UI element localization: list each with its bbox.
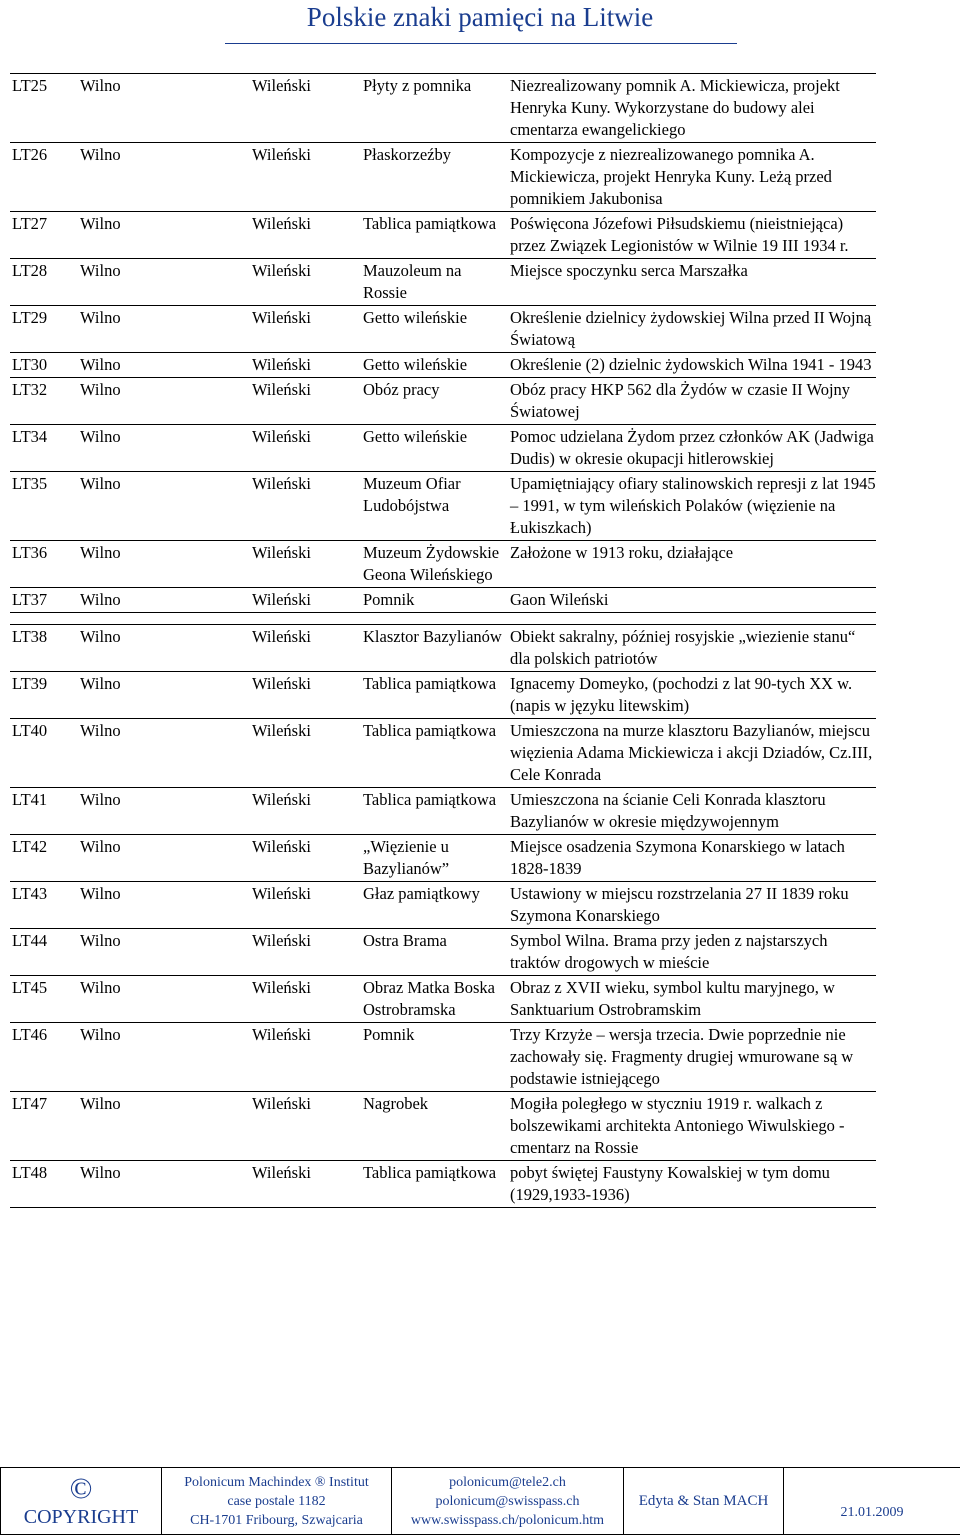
row-region: Wileński — [252, 674, 311, 693]
table-row — [10, 306, 876, 353]
copyright-label: COPYRIGHT — [23, 1506, 139, 1528]
row-city: Wilno — [80, 145, 121, 164]
row-region: Wileński — [252, 308, 311, 327]
row-region: Wileński — [252, 1163, 311, 1182]
row-city: Wilno — [80, 543, 121, 562]
row-code: LT40 — [12, 721, 48, 740]
row-type: Getto wileńskie — [363, 308, 468, 327]
contact-box — [392, 1468, 624, 1534]
table-row — [10, 378, 876, 425]
table-row — [10, 719, 876, 788]
row-type: Tablica pamiątkowa — [363, 790, 497, 809]
row-region: Wileński — [252, 721, 311, 740]
row-description: Określenie dzielnicy żydowskiej Wilna przed II Wojną Światową — [510, 308, 872, 349]
copyright-icon: © — [69, 1472, 93, 1505]
row-type: Tablica pamiątkowa — [363, 214, 497, 233]
authors: Edyta & Stan MACH — [638, 1492, 769, 1509]
row-description: Ustawiony w miejscu rozstrzelania 27 II 1839 roku Szymona Konarskiego — [510, 884, 849, 925]
row-code: LT34 — [12, 427, 48, 446]
row-city: Wilno — [80, 1163, 121, 1182]
row-code: LT35 — [12, 474, 48, 493]
page-title: Polskie znaki pamięci na Litwie — [306, 2, 654, 32]
row-city: Wilno — [80, 380, 121, 399]
row-description: Obraz z XVII wieku, symbol kultu maryjnego, w Sanktuarium Ostrobramskim — [510, 978, 835, 1019]
row-region: Wileński — [252, 790, 311, 809]
row-city: Wilno — [80, 790, 121, 809]
row-region: Wileński — [252, 978, 311, 997]
institute-name: Polonicum Machindex ® Institut — [184, 1474, 369, 1490]
row-type: Pomnik — [363, 590, 415, 609]
row-type: Klasztor Bazylianów — [363, 627, 502, 646]
table-row — [10, 788, 876, 835]
row-code: LT25 — [12, 76, 48, 95]
row-region: Wileński — [252, 76, 311, 95]
row-code: LT29 — [12, 308, 48, 327]
row-code: LT44 — [12, 931, 48, 950]
row-city: Wilno — [80, 261, 121, 280]
row-region: Wileński — [252, 884, 311, 903]
row-description: Ignacemy Domeyko, (pochodzi z lat 90-tych XX w. (napis w języku litewskim) — [510, 674, 853, 715]
row-description: Poświęcona Józefowi Piłsudskiemu (nieistniejąca) przez Związek Legionistów w Wilnie 19 III 1934 r. — [510, 214, 849, 255]
row-description: Określenie (2) dzielnic żydowskich Wilna 1941 - 1943 — [510, 355, 872, 374]
table-row — [10, 624, 876, 672]
row-code: LT42 — [12, 837, 48, 856]
row-city: Wilno — [80, 76, 121, 95]
row-region: Wileński — [252, 837, 311, 856]
row-city: Wilno — [80, 308, 121, 327]
row-region: Wileński — [252, 590, 311, 609]
row-city: Wilno — [80, 1094, 121, 1113]
row-code: LT30 — [12, 355, 48, 374]
row-code: LT47 — [12, 1094, 48, 1113]
row-description: Upamiętniający ofiary stalinowskich represji z lat 1945 – 1991, w tym wileńskich Polaków (więzienie na Łukiszkach) — [510, 474, 876, 537]
row-code: LT38 — [12, 627, 48, 646]
table-row — [10, 929, 876, 976]
row-region: Wileński — [252, 474, 311, 493]
table-row — [10, 672, 876, 719]
row-city: Wilno — [80, 355, 121, 374]
row-region: Wileński — [252, 261, 311, 280]
row-region: Wileński — [252, 427, 311, 446]
email-link-2[interactable]: polonicum@swisspass.ch — [435, 1493, 580, 1509]
row-city: Wilno — [80, 1025, 121, 1044]
table-row — [10, 74, 876, 143]
table-row — [10, 143, 876, 212]
row-type: Getto wileńskie — [363, 427, 468, 446]
title-underline — [225, 43, 737, 44]
row-code: LT28 — [12, 261, 48, 280]
row-region: Wileński — [252, 214, 311, 233]
institute-postbox: case postale 1182 — [227, 1493, 326, 1509]
row-region: Wileński — [252, 627, 311, 646]
row-region: Wileński — [252, 380, 311, 399]
table-row — [10, 882, 876, 929]
row-type: Mauzoleum na Rossie — [363, 261, 462, 302]
row-region: Wileński — [252, 1025, 311, 1044]
row-region: Wileński — [252, 145, 311, 164]
row-city: Wilno — [80, 721, 121, 740]
table-row — [10, 212, 876, 259]
row-description: Miejsce spoczynku serca Marszałka — [510, 261, 748, 280]
date-box — [784, 1468, 960, 1534]
date: 21.01.2009 — [840, 1505, 904, 1520]
row-region: Wileński — [252, 543, 311, 562]
table-row — [10, 1161, 876, 1208]
row-city: Wilno — [80, 884, 121, 903]
row-city: Wilno — [80, 590, 121, 609]
row-type: Płaskorzeźby — [363, 145, 451, 164]
row-code: LT27 — [12, 214, 48, 233]
authors-box — [624, 1468, 784, 1534]
row-description: Kompozycje z niezrealizowanego pomnika A. Mickiewicza, projekt Henryka Kuny. Leżą przed pomnikiem Jakubonisa — [510, 145, 832, 208]
row-description: Niezrealizowany pomnik A. Mickiewicza, projekt Henryka Kuny. Wykorzystane do budowy alei cmentarza ewangelickiego — [510, 76, 840, 139]
table-row — [10, 1023, 876, 1092]
row-region: Wileński — [252, 355, 311, 374]
row-type: Obóz pracy — [363, 380, 440, 399]
row-description: Pomoc udzielana Żydom przez członków AK (Jadwiga Dudis) w okresie okupacji hitlerowskiej — [510, 427, 874, 468]
row-description: Miejsce osadzenia Szymona Konarskiego w latach 1828-1839 — [510, 837, 845, 878]
row-type: Muzeum Żydowskie Geona Wileńskiego — [363, 543, 500, 584]
row-code: LT45 — [12, 978, 48, 997]
monuments-table — [10, 73, 876, 1208]
row-description: Symbol Wilna. Brama przy jeden z najstarszych traktów drogowych w mieście — [510, 931, 828, 972]
row-description: Mogiła poległego w styczniu 1919 r. walkach z bolszewikami architekta Antoniego Wiwulskiego - cmentarz na Rossie — [510, 1094, 845, 1157]
row-type: Tablica pamiątkowa — [363, 721, 497, 740]
footer — [0, 1467, 960, 1535]
row-city: Wilno — [80, 978, 121, 997]
row-description: Gaon Wileński — [510, 590, 609, 609]
row-description: Trzy Krzyże – wersja trzecia. Dwie poprzednie nie zachowały się. Fragmenty drugiej wmurowane są w podstawie istniejącego — [510, 1025, 854, 1088]
row-code: LT46 — [12, 1025, 48, 1044]
row-city: Wilno — [80, 837, 121, 856]
row-description: Umieszczona na murze klasztoru Bazylianów, miejscu więzienia Adama Mickiewicza i akcji Dziadów, Cz.III, Cele Konrada — [510, 721, 873, 784]
row-code: LT48 — [12, 1163, 48, 1182]
row-description: Obóz pracy HKP 562 dla Żydów w czasie II Wojny Światowej — [510, 380, 851, 421]
row-description: pobyt świętej Faustyny Kowalskiej w tym domu (1929,1933-1936) — [510, 1163, 830, 1204]
row-description: Umieszczona na ścianie Celi Konrada klasztoru Bazylianów w okresie międzywojennym — [510, 790, 826, 831]
row-description: Założone w 1913 roku, działające — [510, 543, 734, 562]
row-description: Obiekt sakralny, później rosyjskie „wiezienie stanu“ dla polskich patriotów — [510, 627, 856, 668]
copyright-box — [0, 1468, 162, 1534]
table-row — [10, 588, 876, 613]
row-code: LT32 — [12, 380, 48, 399]
table-row — [10, 259, 876, 306]
row-type: Tablica pamiątkowa — [363, 1163, 497, 1182]
row-city: Wilno — [80, 214, 121, 233]
table-row — [10, 1092, 876, 1161]
institute-box — [162, 1468, 392, 1534]
row-type: Obraz Matka Boska Ostrobramska — [363, 978, 495, 1019]
table-row — [10, 835, 876, 882]
row-code: LT43 — [12, 884, 48, 903]
row-type: Głaz pamiątkowy — [363, 884, 480, 903]
table-row — [10, 976, 876, 1023]
table-row — [10, 541, 876, 588]
table-row — [10, 425, 876, 472]
row-city: Wilno — [80, 474, 121, 493]
row-type: „Więzienie u Bazylianów” — [363, 837, 450, 878]
row-type: Płyty z pomnika — [363, 76, 472, 95]
row-type: Ostra Brama — [363, 931, 447, 950]
row-city: Wilno — [80, 674, 121, 693]
row-type: Muzeum Ofiar Ludobójstwa — [363, 474, 461, 515]
row-type: Nagrobek — [363, 1094, 429, 1113]
row-type: Getto wileńskie — [363, 355, 468, 374]
institute-address: CH-1701 Fribourg, Szwajcaria — [190, 1512, 363, 1528]
row-region: Wileński — [252, 1094, 311, 1113]
row-city: Wilno — [80, 427, 121, 446]
website-link[interactable]: www.swisspass.ch/polonicum.htm — [410, 1512, 605, 1528]
row-code: LT41 — [12, 790, 48, 809]
table-row — [10, 353, 876, 378]
row-city: Wilno — [80, 931, 121, 950]
row-type: Tablica pamiątkowa — [363, 674, 497, 693]
row-code: LT26 — [12, 145, 48, 164]
row-city: Wilno — [80, 627, 121, 646]
email-link-1[interactable]: polonicum@tele2.ch — [449, 1474, 566, 1490]
row-code: LT36 — [12, 543, 48, 562]
table-row — [10, 472, 876, 541]
row-type: Pomnik — [363, 1025, 415, 1044]
row-code: LT39 — [12, 674, 48, 693]
row-region: Wileński — [252, 931, 311, 950]
row-code: LT37 — [12, 590, 48, 609]
